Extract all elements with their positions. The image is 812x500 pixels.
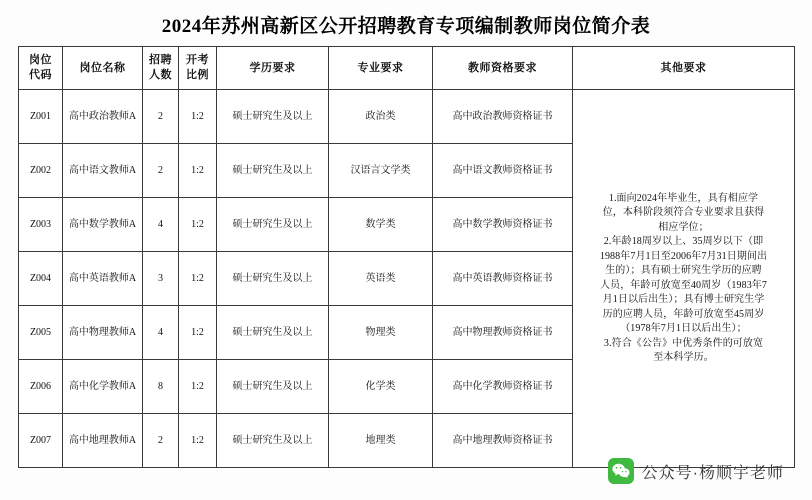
table-body xyxy=(19,90,795,468)
cell-number: 2 xyxy=(143,144,179,198)
table-header-row xyxy=(19,47,795,90)
header-code xyxy=(19,47,63,90)
other-line-7: 人员，年龄可放宽至40周岁（1983年7 xyxy=(600,279,767,291)
cell-major: 汉语言文学类 xyxy=(329,144,433,198)
cell-name: 高中英语教师A xyxy=(63,252,143,306)
cell-name: 高中物理教师A xyxy=(63,306,143,360)
cell-number: 3 xyxy=(143,252,179,306)
cell-education: 硕士研究生及以上 xyxy=(217,90,329,144)
cell-ratio: 1:2 xyxy=(179,198,217,252)
cell-number: 4 xyxy=(143,198,179,252)
cell-certificate: 高中政治教师资格证书 xyxy=(433,90,573,144)
cell-code: Z003 xyxy=(19,198,63,252)
cell-certificate: 高中化学教师资格证书 xyxy=(433,360,573,414)
table-container xyxy=(0,46,812,468)
cell-ratio: 1:2 xyxy=(179,360,217,414)
other-line-6: 生的）；具有硕士研究生学历的应聘 xyxy=(605,265,762,276)
cell-ratio: 1:2 xyxy=(179,306,217,360)
cell-major: 英语类 xyxy=(329,252,433,306)
cell-major: 物理类 xyxy=(329,306,433,360)
header-number xyxy=(143,47,179,90)
header-name: 岗位名称 xyxy=(63,47,143,90)
cell-name: 高中数学教师A xyxy=(63,198,143,252)
header-major: 专业要求 xyxy=(329,47,433,90)
cell-major: 数学类 xyxy=(329,198,433,252)
cell-education: 硕士研究生及以上 xyxy=(217,414,329,468)
cell-code: Z004 xyxy=(19,252,63,306)
cell-number: 2 xyxy=(143,414,179,468)
cell-certificate: 高中地理教师资格证书 xyxy=(433,414,573,468)
cell-ratio: 1:2 xyxy=(179,90,217,144)
cell-name: 高中化学教师A xyxy=(63,360,143,414)
other-line-5: 1988年7月1日至2006年7月31日期间出 xyxy=(599,250,768,262)
cell-certificate: 高中物理教师资格证书 xyxy=(433,306,573,360)
cell-certificate: 高中英语教师资格证书 xyxy=(433,252,573,306)
cell-ratio: 1:2 xyxy=(179,252,217,306)
cell-number: 8 xyxy=(143,360,179,414)
job-positions-table xyxy=(18,46,795,468)
cell-code: Z005 xyxy=(19,306,63,360)
cell-certificate: 高中数学教师资格证书 xyxy=(433,198,573,252)
other-line-12: 至本科学历。 xyxy=(653,352,714,363)
header-ratio xyxy=(179,47,217,90)
other-line-1: 1.面向2024年毕业生，具有相应学 xyxy=(608,192,759,204)
cell-ratio: 1:2 xyxy=(179,414,217,468)
page-title: 2024年苏州高新区公开招聘教育专项编制教师岗位简介表 xyxy=(161,16,651,37)
header-ratio-line1: 开考 xyxy=(186,54,209,67)
header-code-line1: 岗位 xyxy=(29,54,52,67)
other-line-3: 相应学位； xyxy=(658,221,709,233)
cell-education: 硕士研究生及以上 xyxy=(217,144,329,198)
footer xyxy=(0,444,812,500)
cell-name: 高中语文教师A xyxy=(63,144,143,198)
header-certificate: 教师资格要求 xyxy=(433,47,573,90)
other-line-10: （1978年7月1日以后出生）； xyxy=(620,323,747,334)
cell-name: 高中政治教师A xyxy=(63,90,143,144)
wechat-watermark xyxy=(608,458,784,484)
cell-major: 政治类 xyxy=(329,90,433,144)
wechat-label: 公众号·杨顺宇老师 xyxy=(641,464,784,482)
cell-certificate: 高中语文教师资格证书 xyxy=(433,144,573,198)
other-line-11: 3.符合《公告》中优秀条件的可放宽 xyxy=(603,337,764,349)
cell-education: 硕士研究生及以上 xyxy=(217,252,329,306)
cell-education: 硕士研究生及以上 xyxy=(217,306,329,360)
other-line-9: 历的应聘人员，年龄可放宽至45周岁 xyxy=(602,308,765,320)
header-ratio-line2: 比例 xyxy=(186,69,209,81)
cell-number: 4 xyxy=(143,306,179,360)
cell-ratio: 1:2 xyxy=(179,144,217,198)
table-header xyxy=(19,47,795,90)
cell-major: 化学类 xyxy=(329,360,433,414)
cell-number: 2 xyxy=(143,90,179,144)
cell-other-requirements xyxy=(573,90,795,468)
other-line-2: 位，本科阶段须符合专业要求且获得 xyxy=(602,207,765,218)
cell-code: Z002 xyxy=(19,144,63,198)
header-number-line2: 人数 xyxy=(149,69,172,81)
cell-code: Z001 xyxy=(19,90,63,144)
cell-code: Z007 xyxy=(19,414,63,468)
cell-education: 硕士研究生及以上 xyxy=(217,198,329,252)
other-line-4: 2.年龄18周岁以上、35周岁以下（即 xyxy=(603,236,764,247)
wechat-icon xyxy=(608,458,634,484)
cell-education: 硕士研究生及以上 xyxy=(217,360,329,414)
cell-major: 地理类 xyxy=(329,414,433,468)
table-row xyxy=(19,90,795,144)
header-number-line1: 招聘 xyxy=(149,54,172,67)
header-other: 其他要求 xyxy=(573,47,795,90)
cell-code: Z006 xyxy=(19,360,63,414)
header-education: 学历要求 xyxy=(217,47,329,90)
other-line-8: 月1日以后出生）；具有博士研究生学 xyxy=(602,294,765,305)
header-code-line2: 代码 xyxy=(29,69,52,81)
cell-name: 高中地理教师A xyxy=(63,414,143,468)
